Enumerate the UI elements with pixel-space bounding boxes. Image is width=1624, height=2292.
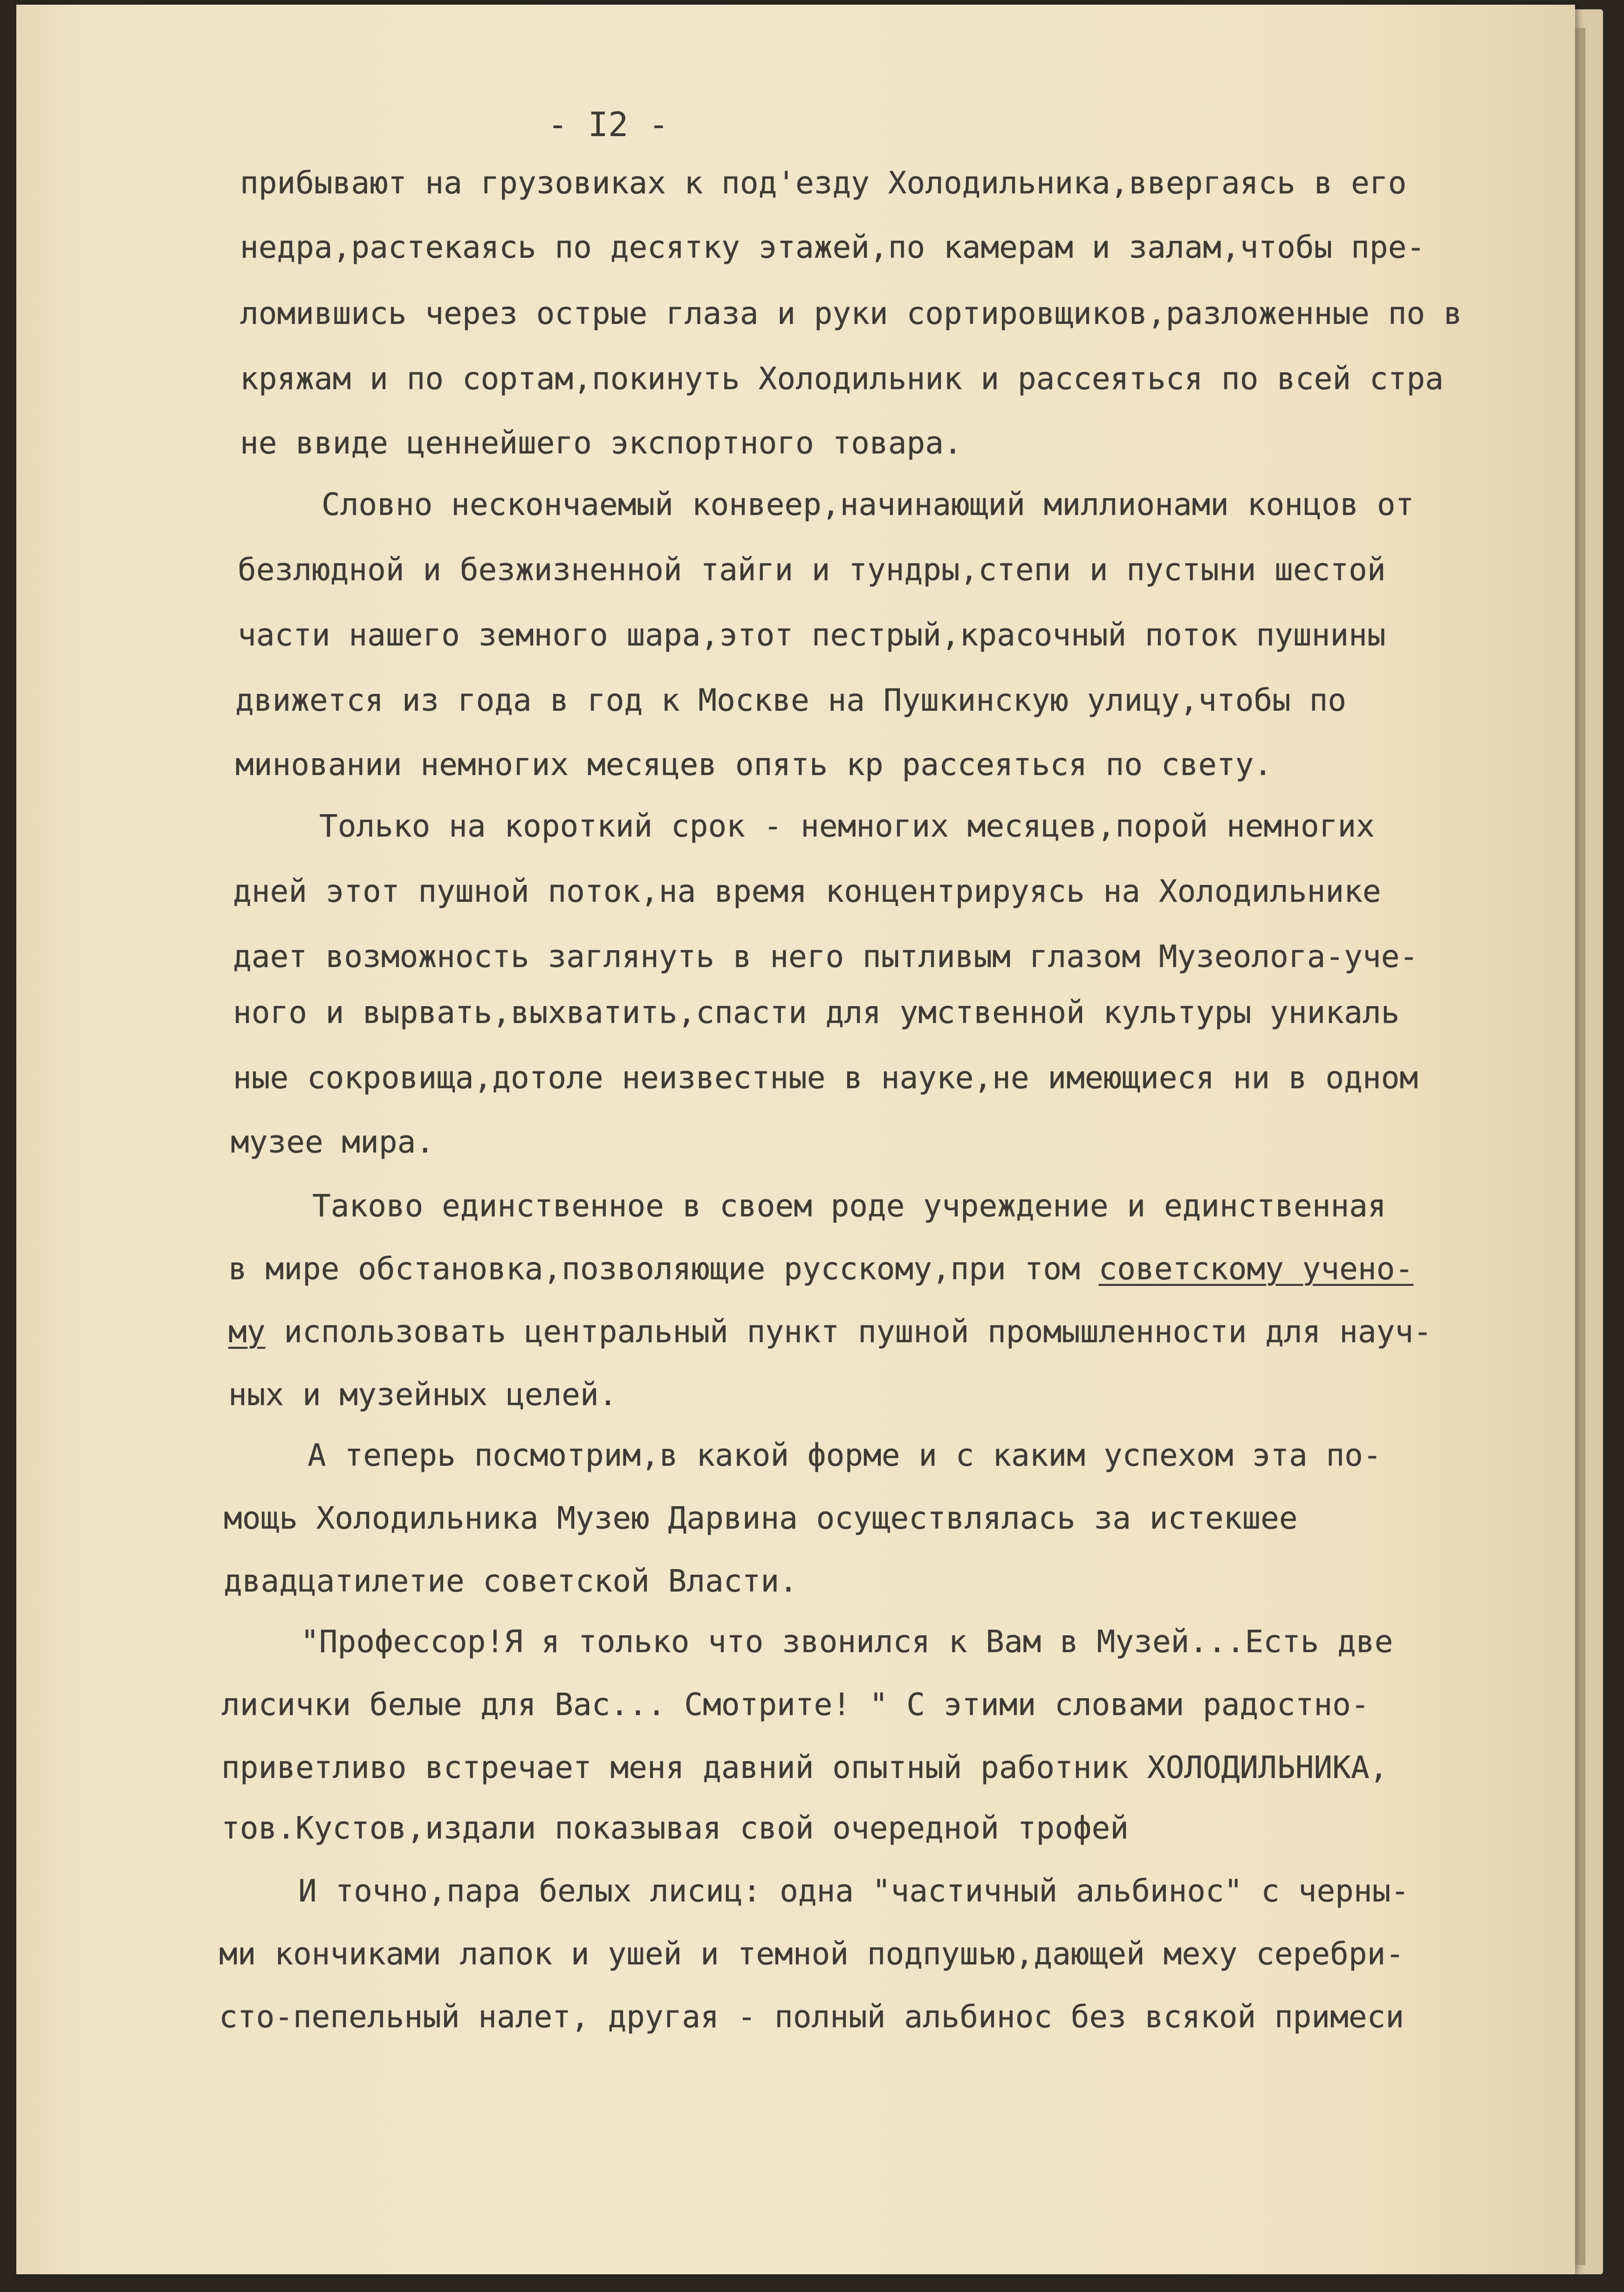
text-line: [312, 1188, 1386, 1224]
line-text: Таково единственное в своем роде учреждение и единственная: [312, 1188, 1386, 1224]
line-text: недра,растекаясь по десятку этажей,по камерам и залам,чтобы пре-: [240, 229, 1425, 265]
line-text: лисички белые для Вас... Смотрите! " С этими словами радостно-: [221, 1687, 1370, 1722]
line-text: Словно нескончаемый конвеер,начинающий миллионами концов от: [322, 487, 1414, 522]
line-text: использовать центральный пункт пушной промышленности для науч-: [265, 1314, 1432, 1350]
line-text: безлюдной и безжизненной тайги и тундры,степи и пустыни шестой: [238, 552, 1386, 588]
line-text: в мире обстановка,позволяющие русскому,при том: [228, 1251, 1099, 1287]
text-line: [238, 552, 1386, 588]
text-line: [219, 1999, 1405, 2035]
line-text: тов.Кустов,издали показывая свой очередной трофей: [221, 1810, 1129, 1846]
line-text: миновании немногих месяцев опять кр рассеяться по свету.: [235, 747, 1273, 782]
page-text: [16, 5, 1575, 2274]
line-text: части нашего земного шара,этот пестрый,красочный поток пушнины: [238, 617, 1386, 653]
underlined-text: му: [228, 1314, 266, 1350]
line-text: ного и вырвать,выхватить,спасти для умственной культуры уникаль: [233, 995, 1400, 1030]
text-line: [301, 1624, 1393, 1660]
line-text: дней этот пушной поток,на время концентрируясь на Холодильнике: [233, 873, 1381, 909]
text-line: [240, 165, 1407, 201]
text-line: [221, 1752, 1388, 1783]
text-line: [221, 1810, 1129, 1846]
text-line: [233, 997, 1399, 1028]
text-line: [228, 1377, 617, 1413]
line-text: И точно,пара белых лисиц: одна "частичный альбинос" с черны-: [298, 1873, 1410, 1909]
page-number: - I2 -: [548, 105, 669, 144]
text-line: [322, 489, 1414, 520]
text-line: [228, 1314, 1432, 1350]
text-line: [219, 1936, 1405, 1972]
text-line: [231, 1124, 435, 1160]
line-text: движется из года в год к Москве на Пушкинскую улицу,чтобы по: [235, 682, 1347, 718]
text-line: [233, 1060, 1418, 1096]
line-text: А теперь посмотрим,в какой форме и с каким успехом эта по-: [308, 1437, 1382, 1473]
text-line: [235, 749, 1272, 780]
text-line: [224, 1500, 1298, 1536]
text-line: [238, 617, 1386, 653]
line-text: ми кончиками лапок и ушей и темной подпушью,дающей меху серебри-: [219, 1936, 1405, 1972]
text-line: [224, 1563, 798, 1599]
line-text: Только на короткий срок - немногих месяцев,порой немногих: [319, 808, 1375, 844]
text-line: [221, 1689, 1370, 1720]
text-line: [235, 682, 1347, 718]
text-line: [240, 295, 1462, 331]
underlined-text: советскому учено-: [1098, 1251, 1414, 1287]
text-line: [240, 425, 962, 461]
line-text: ные сокровища,дотоле неизвестные в науке,не имеющиеся ни в одном: [233, 1060, 1418, 1096]
text-line: [228, 1251, 1414, 1287]
line-text: не ввиде ценнейшего экспортного товара.: [240, 425, 962, 461]
line-text: прибывают на грузовиках к под'езду Холодильника,ввергаясь в его: [240, 165, 1407, 201]
line-text: ных и музейных целей.: [228, 1377, 617, 1413]
text-line: [233, 873, 1381, 909]
line-text: приветливо встречает меня давний опытный работник ХОЛОДИЛЬНИКА,: [221, 1750, 1388, 1785]
text-line: [298, 1873, 1410, 1909]
typewritten-page: [16, 5, 1575, 2274]
text-line: [319, 808, 1375, 844]
line-text: дает возможность заглянуть в него пытливым глазом Музеолога-уче-: [233, 939, 1418, 974]
page-edge: [1575, 28, 1585, 2265]
line-text: мощь Холодильника Музею Дарвина осуществлялась за истекшее: [224, 1500, 1298, 1536]
line-text: двадцатилетие советской Власти.: [224, 1563, 798, 1599]
text-line: [240, 229, 1425, 265]
text-line: [308, 1437, 1382, 1473]
text-line: [240, 361, 1444, 397]
line-text: кряжам и по сортам,покинуть Холодильник и рассеяться по всей стра: [240, 361, 1444, 397]
line-text: сто-пепельный налет, другая - полный альбинос без всякой примеси: [219, 1999, 1405, 2035]
line-text: "Профессор!Я я только что звонился к Вам в Музей...Есть две: [301, 1624, 1393, 1660]
text-line: [233, 941, 1418, 972]
line-text: музее мира.: [231, 1124, 435, 1160]
line-text: ломившись через острые глаза и руки сортировщиков,разложенные по в: [240, 295, 1462, 331]
